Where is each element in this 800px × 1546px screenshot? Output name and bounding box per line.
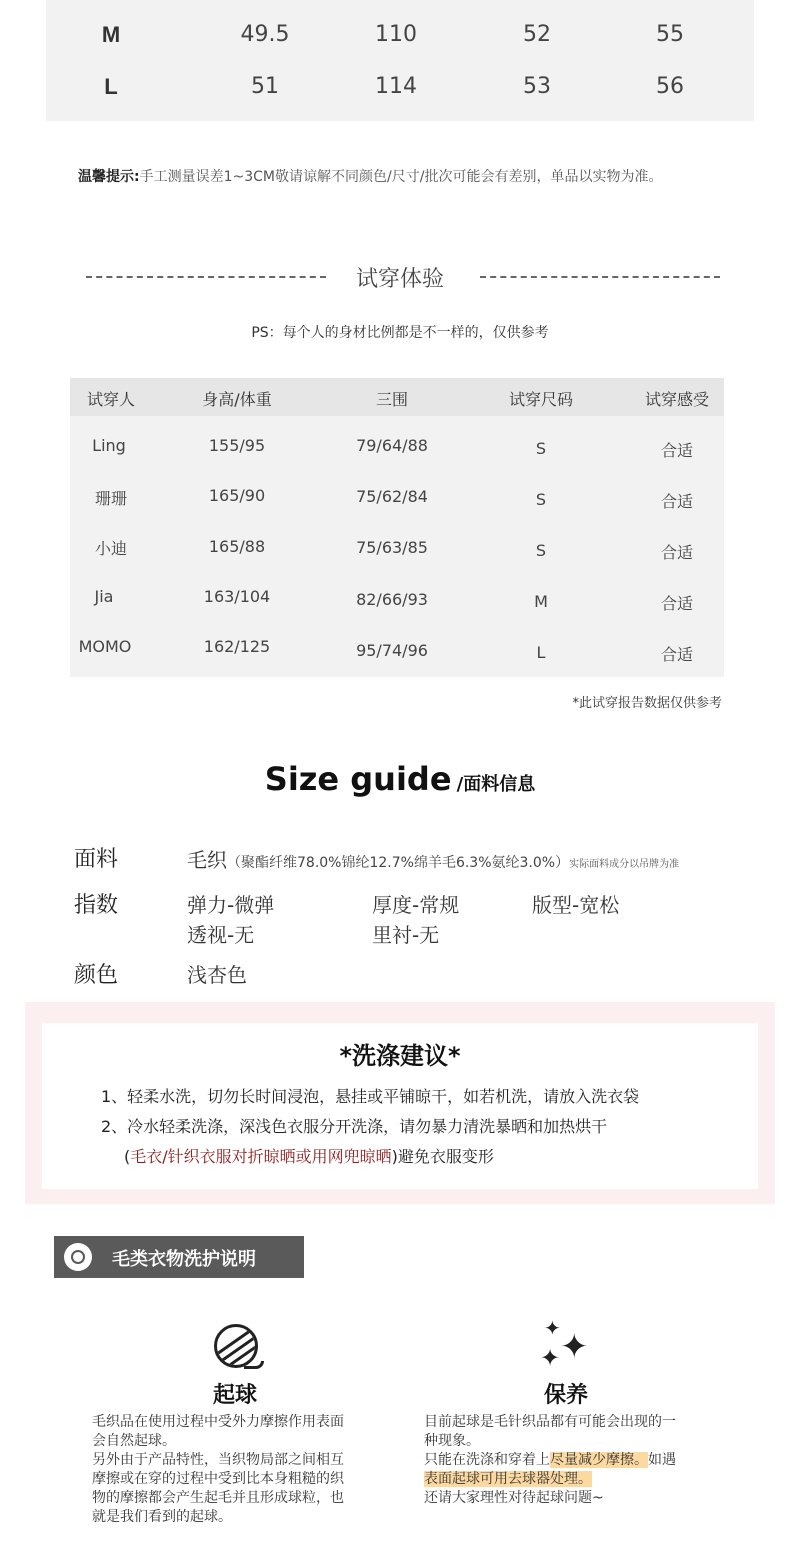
fit-feeling: 合适 (660, 441, 694, 460)
wash-line-3 (124, 1144, 494, 1167)
size-table (46, 0, 754, 121)
sparkle-icon: ✦ (540, 1344, 561, 1372)
fabric-note: 实际面料成分以吊牌为准 (569, 859, 680, 870)
header-cell: 试穿尺码 (508, 390, 574, 409)
wash-line-2: 2、冷水轻柔洗涤，深浅色衣服分开洗涤，请勿暴力清洗暴晒和加热烘干 (101, 1117, 608, 1136)
height-weight: 165/88 (208, 537, 266, 556)
wash-title: *洗涤建议* (339, 1042, 461, 1070)
fit-feeling: 合适 (660, 543, 694, 562)
size-cell: 51 (251, 74, 279, 99)
yarn-badge-icon (64, 1243, 92, 1271)
size-cell: 114 (375, 74, 417, 99)
color-label: 颜色 (74, 963, 119, 988)
text-line (424, 1451, 676, 1470)
tried-size: S (535, 541, 547, 560)
measurements: 75/63/85 (356, 538, 428, 557)
text-line: 物的摩擦都会产生起毛并且形成球粒，也 (92, 1490, 344, 1506)
care-banner-label: 毛类衣物洗护说明 (112, 1249, 256, 1270)
size-cell: 56 (656, 74, 684, 99)
measurements: 95/74/96 (356, 641, 428, 660)
size-cell: 55 (656, 22, 684, 47)
see-through: 透视-无 (187, 923, 255, 947)
index-label: 指数 (74, 893, 119, 918)
text-line: 毛织品在使用过程中受外力摩擦作用表面 (92, 1414, 344, 1430)
tester-name: 小迪 (94, 539, 128, 558)
thickness: 厚度-常规 (372, 893, 460, 917)
tryon-section-header (0, 262, 800, 294)
measurement-tip (78, 166, 662, 186)
care-banner (54, 1236, 304, 1278)
fit-type: 版型-宽松 (532, 893, 620, 917)
text-part: 只能在洗涤和穿着上 (424, 1452, 550, 1468)
tried-size: S (535, 439, 547, 458)
text-line: 摩擦或在穿的过程中受到比本身粗糙的织 (92, 1471, 344, 1487)
fit-feeling: 合适 (660, 645, 694, 664)
height-weight: 163/104 (203, 587, 271, 606)
text-line: 还请大家理性对待起球问题~ (424, 1490, 604, 1506)
text-line: 种现象。 (424, 1433, 480, 1449)
tried-size: L (536, 643, 546, 662)
size-guide-heading: Size guide (264, 760, 452, 798)
size-label: M (101, 22, 121, 47)
maintain-title: 保养 (543, 1383, 588, 1408)
height-weight: 162/125 (203, 637, 271, 656)
tryon-title: 试穿体验 (355, 267, 444, 292)
wash-line-1: 1、轻柔水洗，切勿长时间浸泡，悬挂或平铺晾干，如若机洗，请放入洗衣袋 (101, 1087, 640, 1106)
tester-name: Ling (92, 436, 126, 455)
height-weight: 165/90 (208, 486, 266, 505)
size-cell: 110 (375, 22, 417, 47)
size-guide-subtitle: /面料信息 (456, 774, 536, 795)
tryon-note: *此试穿报告数据仅供参考 (572, 696, 722, 711)
header-cell: 三围 (375, 390, 409, 409)
fit-feeling: 合适 (660, 492, 694, 511)
size-row-l (46, 74, 754, 114)
measurements: 79/64/88 (356, 436, 428, 455)
fit-feeling: 合适 (660, 594, 694, 613)
maintain-text (424, 1413, 676, 1508)
elasticity: 弹力-微弹 (187, 893, 275, 917)
text-line: 会自然起球。 (92, 1433, 176, 1449)
lining: 里衬-无 (372, 923, 440, 947)
height-weight: 155/95 (208, 436, 266, 455)
header-cell: 试穿人 (86, 390, 136, 409)
tryon-table-header (70, 378, 724, 416)
tester-name: 珊珊 (94, 489, 128, 508)
divider-right (480, 276, 720, 278)
size-cell: 52 (523, 22, 551, 47)
tryon-table (70, 378, 724, 677)
fabric-value (187, 844, 679, 873)
tip-text: 手工测量误差1~3CM敬请谅解不同颜色/尺寸/批次可能会有差别，单品以实物为准。 (139, 169, 663, 185)
size-guide-title (0, 760, 800, 798)
pilling-text (92, 1413, 344, 1527)
highlight-text: 表面起球可用去球器处理。 (424, 1471, 592, 1487)
paren-open: ( (124, 1147, 131, 1166)
measurements: 82/66/93 (356, 590, 428, 609)
fabric-label: 面料 (74, 847, 119, 872)
sparkle-icon: ✦ (544, 1316, 561, 1340)
size-cell: 53 (523, 74, 551, 99)
measurements: 75/62/84 (356, 487, 428, 506)
size-cell: 49.5 (240, 22, 290, 47)
tried-size: M (534, 592, 548, 611)
highlight-text: 尽量减少摩擦。 (550, 1452, 648, 1468)
text-line: 另外由于产品特性，当织物局部之间相互 (92, 1452, 344, 1468)
tryon-ps: PS：每个人的身材比例都是不一样的，仅供参考 (251, 325, 549, 341)
tester-name: Jia (94, 587, 114, 606)
color-value: 浅杏色 (187, 963, 247, 987)
tip-label: 温馨提示: (78, 169, 140, 185)
wash-line-3-rest: )避免衣服变形 (391, 1147, 494, 1166)
header-cell: 试穿感受 (644, 390, 710, 409)
fabric-main: 毛织 (187, 848, 227, 872)
size-row-m (46, 22, 754, 62)
wash-highlight: 毛衣/针织衣服对折晾晒或用网兜晾晒 (130, 1147, 392, 1166)
text-line (424, 1470, 676, 1489)
text-line: 目前起球是毛针织品都有可能会出现的一 (424, 1414, 676, 1430)
text-part: 如遇 (648, 1452, 676, 1468)
text-line: 就是我们看到的起球。 (92, 1509, 232, 1525)
header-cell: 身高/体重 (202, 390, 272, 409)
fabric-composition: （聚酯纤维78.0%锦纶12.7%绵羊毛6.3%氨纶3.0%） (227, 855, 570, 871)
tried-size: S (535, 490, 547, 509)
sparkle-icon: ✦ (560, 1327, 589, 1367)
yarn-tail-icon (244, 1361, 264, 1369)
size-label: L (104, 74, 118, 99)
pilling-title: 起球 (212, 1383, 257, 1408)
tester-name: MOMO (78, 637, 132, 656)
